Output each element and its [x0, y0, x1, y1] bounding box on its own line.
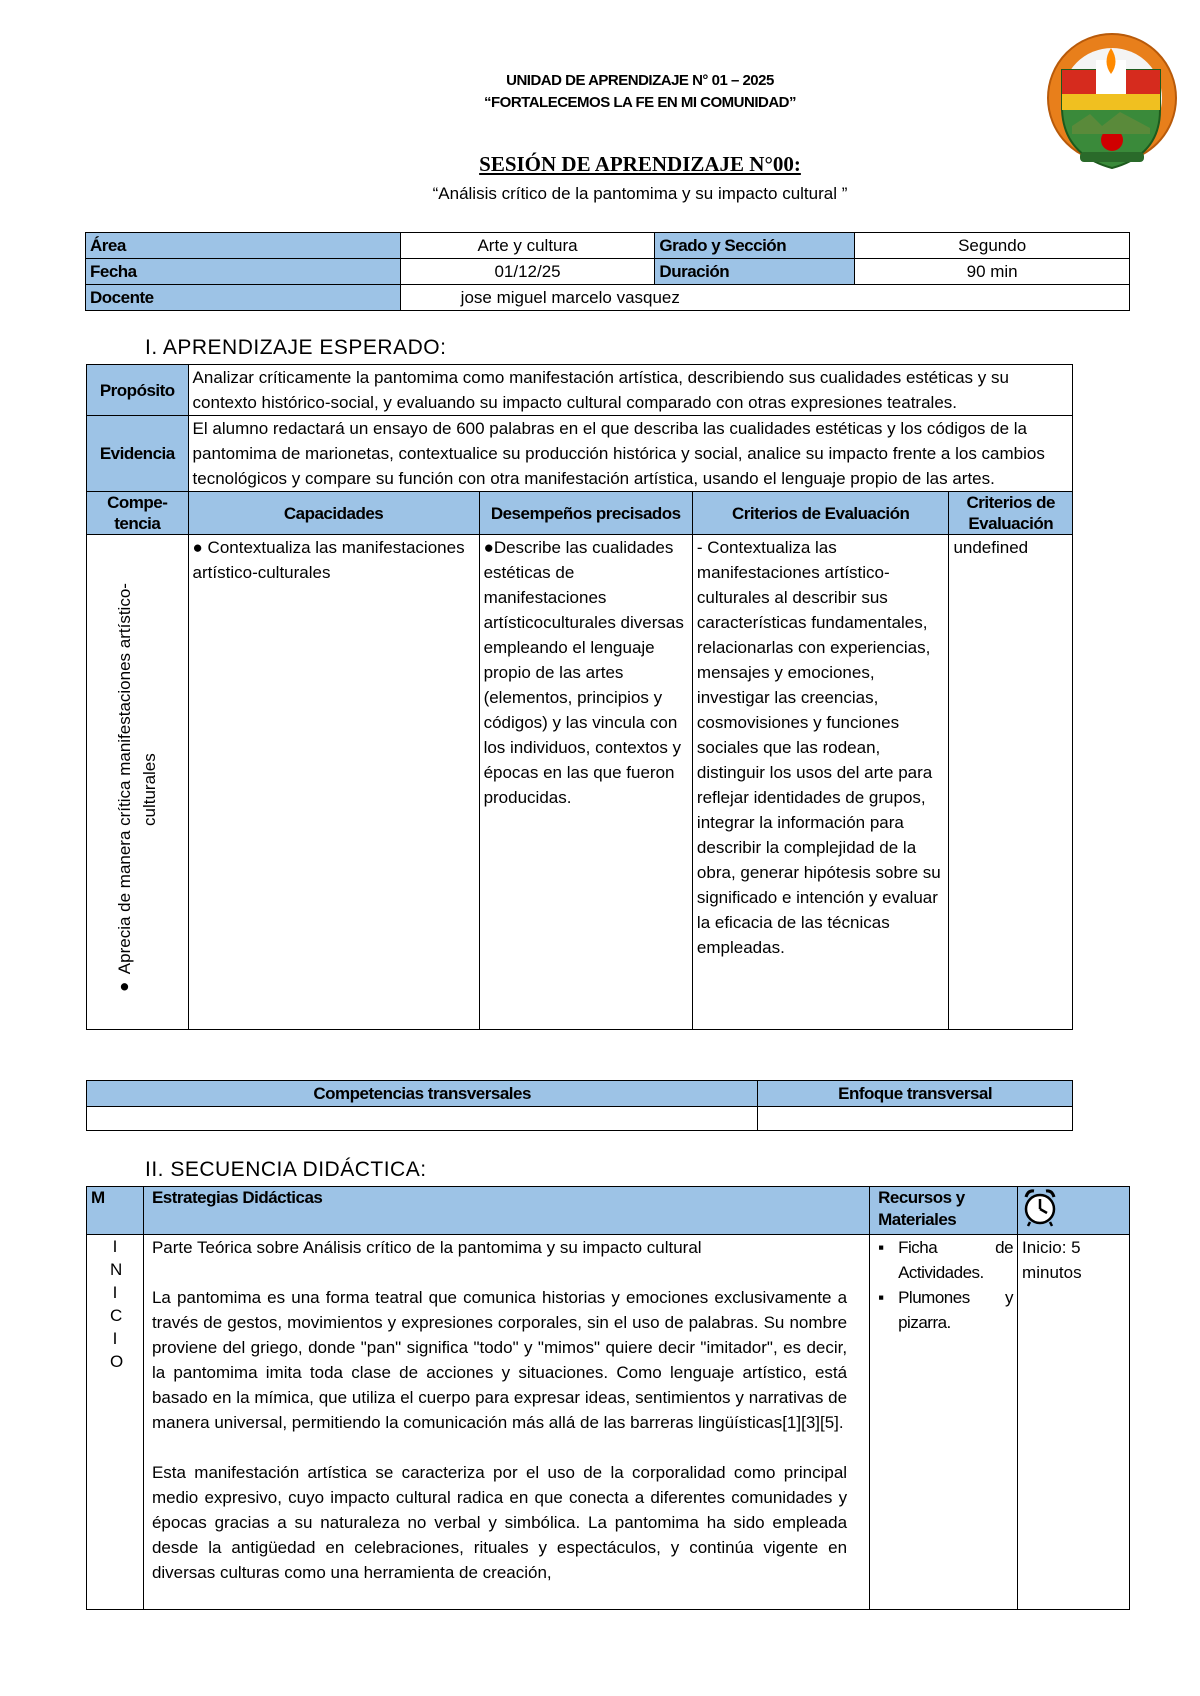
recursos-header: Recursos y Materiales [870, 1187, 1018, 1235]
section-2-title: II. SECUENCIA DIDÁCTICA: [145, 1158, 427, 1181]
strategy-paragraph-1: La pantomima es una forma teatral que comunica historias y emociones exclusivamente a través de gestos, movimientos y expresiones corporales, sin el uso de palabras. Su nombre proviene del griego, donde "pan" significa "todo" y "mimos" quiere decir "imitador", es decir, la pantomima imita toda clase de acciones y situaciones. Como lenguaje artístico, está basado en la mímica, que utiliza el cuerpo para expresar ideas, sentimientos y narrativas de manera universal, permitiendo la comunicación más allá de las barreras lingüísticas[1][3][5]. [151, 1288, 848, 1432]
criterio-2-text: undefined [949, 535, 1073, 1030]
competencias-transversales-cell [87, 1107, 758, 1131]
criterios-header-2: Criterios de Evaluación [949, 492, 1073, 535]
time-header [1018, 1187, 1130, 1235]
desempeno-text: ●Describe las cualidades estéticas de manifestaciones artísticoculturales diversas empleando el lenguaje propio de las artes (elementos, principios y códigos) y las vincula con los individuos, contextos y épocas en las que fueron producidas. [479, 535, 692, 1030]
evidencia-label: Evidencia [87, 416, 189, 492]
capacidad-text: ● Contextualiza las manifestaciones artístico-culturales [188, 535, 479, 1030]
estrategias-header: Estrategias Didácticas [143, 1187, 869, 1235]
area-value: Arte y cultura [400, 233, 655, 259]
school-logo [1040, 30, 1180, 170]
strategy-paragraph-2: Esta manifestación artística se caracteriza por el uso de la corporalidad como principal medio expresivo, cuyo impacto cultural radica en que conecta a diferentes comunidades y épocas gracias a su naturaleza no verbal y simbólica. La pantomima ha sido empleada desde la antigüedad en celebraciones, rituales y espectáculos, y continúa vigente en diversas culturas como una herramienta de creación, [151, 1463, 848, 1582]
resources-list [874, 1235, 1013, 1335]
competencia-header: Compe-tencia [87, 492, 189, 535]
moment-cell [87, 1235, 144, 1610]
resource-item: ▪ Plumones y pizarra. [874, 1285, 1013, 1335]
criterio-text: - Contextualiza las manifestaciones artístico-culturales al describir sus características fundamentales, relacionarlas con experiencias, mensajes y emociones, investigar las creencias, cosmovisiones y funciones sociales que las rodean, distinguir los usos del arte para reflejar identidades de grupos, integrar la información para describir la complejidad de la obra, generar hipótesis sobre su significado e intención y evaluar la eficacia de las técnicas empleadas. [692, 535, 949, 1030]
unit-motto: “FORTALECEMOS LA FE EN MI COMUNIDAD” [484, 94, 796, 111]
capacidades-header: Capacidades [188, 492, 479, 535]
session-title: SESIÓN DE APRENDIZAJE N°00: [479, 152, 801, 176]
date-label: Fecha [86, 259, 401, 285]
sequence-table [86, 1186, 1130, 1610]
transversal-table [86, 1080, 1073, 1131]
learning-table [86, 364, 1073, 1030]
enfoque-transversal-cell [758, 1107, 1073, 1131]
section-1-title: I. APRENDIZAJE ESPERADO: [145, 336, 447, 359]
date-value: 01/12/25 [400, 259, 655, 285]
grade-label: Grado y Sección [655, 233, 855, 259]
strategy-title: Parte Teórica sobre Análisis crítico de la pantomima y su impacto cultural [151, 1238, 702, 1257]
competencia-cell [87, 535, 189, 1030]
unit-title: UNIDAD DE APRENDIZAJE N° 01 – 2025 [506, 72, 774, 89]
m-header: M [87, 1187, 144, 1235]
resource-item: ▪ Ficha de Actividades. [874, 1235, 1013, 1285]
strategy-cell [143, 1235, 869, 1610]
competencia-text: ● Aprecia de manera crítica manifestaciones artístico-culturales [115, 583, 160, 997]
enfoque-transversal-header: Enfoque transversal [758, 1081, 1073, 1107]
evidencia-text: El alumno redactará un ensayo de 600 palabras en el que describa las cualidades estéticas y los códigos de la pantomima de marionetas, contextualice su producción histórica y social, analice su impacto frente a los cambios tecnológicos y compare su función con otra manifestación artística, usando el lenguaje propio de las artes. [188, 416, 1072, 492]
area-label: Área [86, 233, 401, 259]
competencias-transversales-header: Competencias transversales [87, 1081, 758, 1107]
teacher-value: jose miguel marcelo vasquez [400, 285, 1129, 311]
proposito-label: Propósito [87, 365, 189, 416]
resources-cell [870, 1235, 1018, 1610]
proposito-text: Analizar críticamente la pantomima como manifestación artística, describiendo sus cualidades estéticas y su contexto histórico-social, y evaluando su impacto cultural comparado con otras expresiones teatrales. [188, 365, 1072, 416]
info-table [85, 232, 1130, 311]
time-text: Inicio: 5 minutos [1018, 1235, 1130, 1610]
teacher-label: Docente [86, 285, 401, 311]
moment-text: INICIO [109, 1237, 128, 1371]
grade-value: Segundo [855, 233, 1130, 259]
duration-value: 90 min [855, 259, 1130, 285]
alarm-clock-icon [1022, 1212, 1058, 1231]
duration-label: Duración [655, 259, 855, 285]
session-subtitle: “Análisis crítico de la pantomima y su impacto cultural ” [432, 184, 848, 203]
desempenos-header: Desempeños precisados [479, 492, 692, 535]
criterios-header: Criterios de Evaluación [692, 492, 949, 535]
